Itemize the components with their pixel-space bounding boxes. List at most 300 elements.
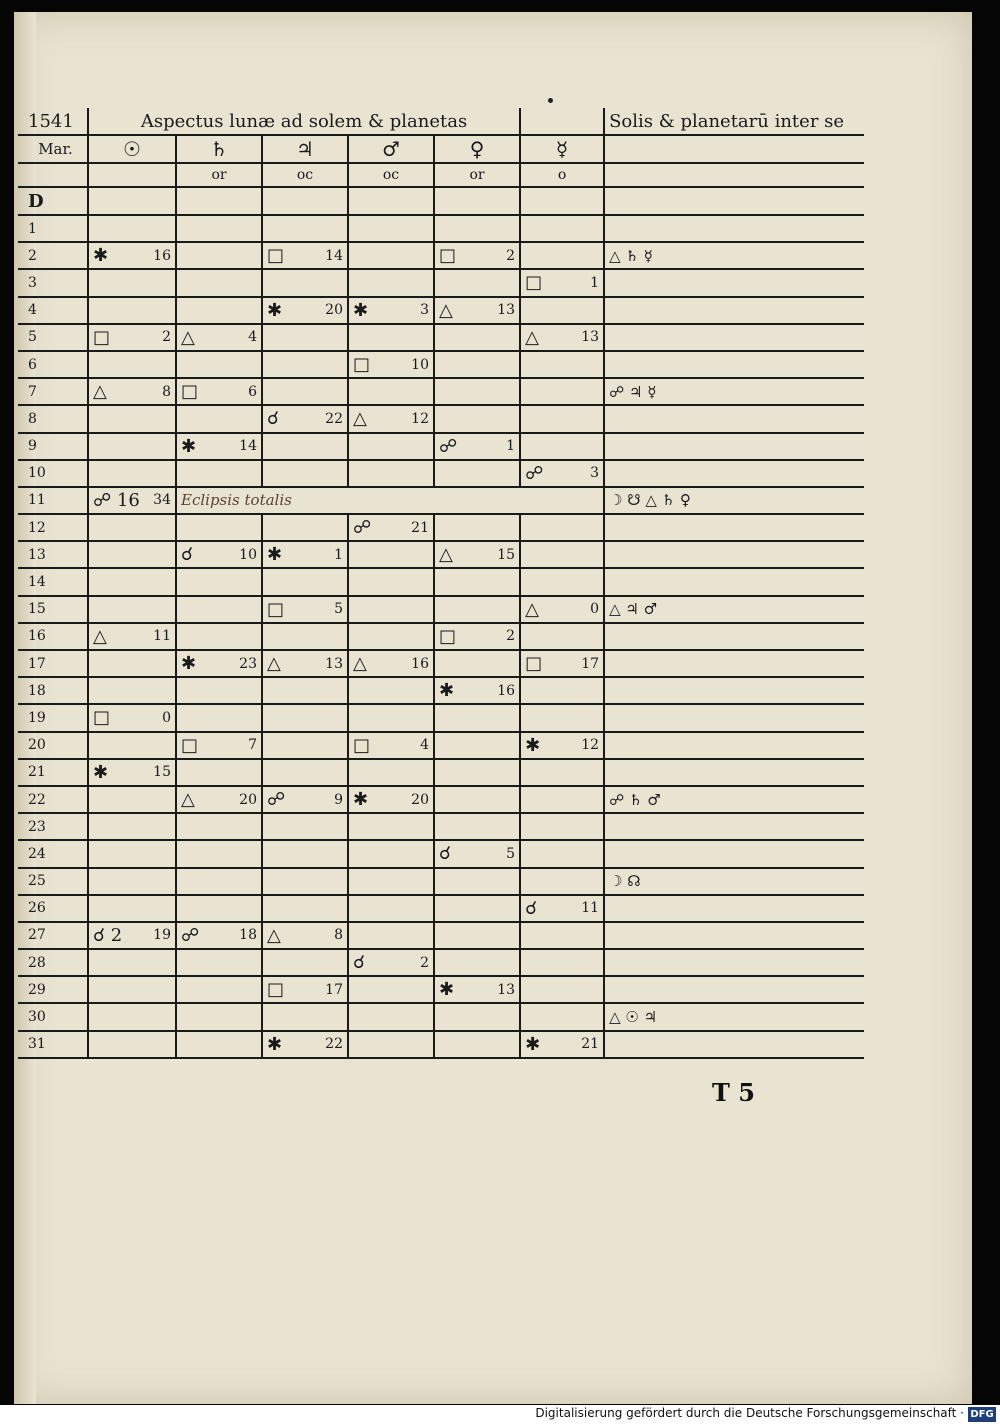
aspect-value: 7: [248, 737, 257, 754]
aspect-cell: [262, 405, 348, 432]
aspect-cell: [348, 922, 434, 949]
day-number: 11: [18, 487, 88, 514]
day-number: 15: [18, 596, 88, 623]
planet-aspect: [604, 813, 864, 840]
aspect-value: 5: [334, 601, 343, 618]
aspect-cell: [176, 732, 262, 759]
planet-aspect: [604, 650, 864, 677]
aspect-cell: [520, 786, 604, 813]
aspect-cell: [348, 269, 434, 296]
planet-aspect: [604, 922, 864, 949]
day-number: 9: [18, 433, 88, 460]
aspect-cell: [520, 650, 604, 677]
planet-aspect: [604, 460, 864, 487]
aspect-cell: [88, 405, 176, 432]
table-row: [18, 297, 864, 324]
aspect-cell: [176, 269, 262, 296]
day-number: 17: [18, 650, 88, 677]
aspect-cell: [262, 650, 348, 677]
aspect-value: 13: [497, 981, 516, 998]
aspect-cell: [88, 324, 176, 351]
moon-symbol: D: [18, 187, 88, 215]
dfg-credit: Digitalisierung gefördert durch die Deutsche Forschungsgemeinschaft ·: [535, 1406, 964, 1420]
planet-aspect: [604, 324, 864, 351]
aspect-cell: [520, 1003, 604, 1030]
direction-jupiter: oc: [262, 163, 348, 187]
planet-aspect: [604, 976, 864, 1003]
table-row: [18, 813, 864, 840]
table-row: [18, 242, 864, 269]
aspect-cell: [520, 269, 604, 296]
jupiter-symbol: ♃: [262, 135, 348, 163]
aspect-cell: [176, 786, 262, 813]
aspect-value: 4: [248, 329, 257, 346]
aspect-cell: [176, 677, 262, 704]
aspect-cell: [434, 568, 520, 595]
aspect-cell: [434, 786, 520, 813]
planet-aspect: [604, 759, 864, 786]
day-number: 20: [18, 732, 88, 759]
aspect-cell: [348, 514, 434, 541]
table-row: [18, 324, 864, 351]
aspect-symbol: △: [353, 653, 367, 675]
aspect-value: 12: [411, 410, 429, 427]
aspect-symbol: ✱: [181, 653, 197, 675]
aspect-value: 20: [411, 791, 429, 808]
table-row: [18, 351, 864, 378]
table-row: [18, 433, 864, 460]
aspect-symbol: ✱: [93, 245, 109, 267]
day-number: 31: [18, 1031, 88, 1058]
aspect-value: 20: [325, 302, 343, 319]
aspect-symbol: ✱: [93, 761, 109, 783]
aspect-symbol: ☍: [525, 462, 544, 484]
aspect-cell: [520, 704, 604, 731]
day-number: 6: [18, 351, 88, 378]
table-row: [18, 378, 864, 405]
planet-aspect: ☽ ☊: [604, 868, 864, 895]
aspect-cell: [262, 704, 348, 731]
aspect-cell: [348, 242, 434, 269]
aspect-cell: [176, 949, 262, 976]
aspect-symbol: △: [439, 544, 453, 566]
sun-symbol: ☉: [88, 135, 176, 163]
aspect-value: 6: [248, 383, 257, 400]
table-row: [18, 405, 864, 432]
direction-mars: oc: [348, 163, 434, 187]
aspect-symbol: □: [93, 707, 111, 729]
aspect-symbol: □: [439, 625, 457, 647]
direction-saturn: or: [176, 163, 262, 187]
aspect-cell: [176, 460, 262, 487]
aspect-cell: [176, 405, 262, 432]
table-row: [18, 976, 864, 1003]
aspect-cell: [176, 297, 262, 324]
aspect-cell: [520, 813, 604, 840]
table-row: [18, 487, 864, 514]
aspect-cell: [520, 596, 604, 623]
day-number: 10: [18, 460, 88, 487]
aspect-cell: [176, 568, 262, 595]
aspect-symbol: △: [181, 326, 195, 348]
aspect-cell: [262, 242, 348, 269]
day-number: 26: [18, 895, 88, 922]
aspect-value: 22: [325, 1036, 343, 1053]
aspect-cell: [348, 868, 434, 895]
eclipse-note: Eclipsis totalis: [176, 487, 604, 514]
planet-aspect: [604, 895, 864, 922]
aspect-cell: [520, 351, 604, 378]
aspect-cell: [176, 596, 262, 623]
aspect-cell: [88, 677, 176, 704]
aspect-cell: [176, 976, 262, 1003]
dfg-logo: DFG: [968, 1407, 996, 1422]
table-row: [18, 541, 864, 568]
aspect-cell: [88, 541, 176, 568]
table-row: [18, 514, 864, 541]
aspect-cell: [348, 541, 434, 568]
aspect-cell: [434, 895, 520, 922]
day-number: 3: [18, 269, 88, 296]
aspect-cell: [176, 514, 262, 541]
aspect-cell: [434, 840, 520, 867]
planet-aspect: [604, 541, 864, 568]
aspect-value: 2: [506, 628, 516, 645]
aspect-cell: [434, 949, 520, 976]
aspect-cell: [348, 215, 434, 242]
aspect-cell: [88, 650, 176, 677]
aspect-cell: [434, 732, 520, 759]
aspect-value: 2: [506, 247, 516, 264]
aspect-cell: [434, 297, 520, 324]
table-row: [18, 1003, 864, 1030]
planet-aspect: [604, 568, 864, 595]
aspect-cell: [88, 460, 176, 487]
aspect-value: 1: [334, 546, 343, 563]
aspect-value: 23: [239, 655, 257, 672]
aspect-cell: [262, 460, 348, 487]
aspect-cell: [348, 650, 434, 677]
day-number: 25: [18, 868, 88, 895]
aspect-cell: [262, 949, 348, 976]
aspect-cell: [348, 568, 434, 595]
aspect-cell: [88, 242, 176, 269]
direction-venus: or: [434, 163, 520, 187]
aspect-value: 11: [153, 628, 171, 645]
aspect-value: 2: [162, 329, 171, 346]
aspect-cell: [520, 297, 604, 324]
aspect-symbol: □: [93, 326, 111, 348]
aspect-cell: [348, 351, 434, 378]
aspect-symbol: ✱: [439, 979, 455, 1001]
saturn-symbol: ♄: [176, 135, 262, 163]
aspect-value: 12: [581, 737, 600, 754]
aspect-value: 14: [239, 438, 257, 455]
aspect-cell: [176, 623, 262, 650]
aspect-cell: [262, 215, 348, 242]
aspect-value: 16: [153, 247, 171, 264]
aspect-value: 17: [581, 655, 600, 672]
aspect-cell: [434, 351, 520, 378]
aspect-cell: [262, 351, 348, 378]
aspect-cell: [348, 786, 434, 813]
aspect-symbol: △: [267, 653, 281, 675]
table-row: [18, 650, 864, 677]
day-number: 5: [18, 324, 88, 351]
aspect-symbol: □: [267, 979, 285, 1001]
aspect-symbol: ☌: [353, 952, 366, 974]
aspect-cell: [434, 1003, 520, 1030]
aspect-value: 0: [590, 601, 600, 618]
aspect-table: [18, 108, 864, 1059]
aspect-cell: [434, 1031, 520, 1058]
aspect-cell: [88, 895, 176, 922]
direction-row: [18, 163, 864, 187]
aspect-cell: [262, 324, 348, 351]
planet-aspect: △ ♃ ♂: [604, 596, 864, 623]
day-number: 18: [18, 677, 88, 704]
aspect-cell: [348, 596, 434, 623]
aspect-symbol: △: [353, 408, 367, 430]
table-row: [18, 704, 864, 731]
day-number: 16: [18, 623, 88, 650]
day-number: 22: [18, 786, 88, 813]
table-row: [18, 215, 864, 242]
planet-aspect: [604, 351, 864, 378]
table-row: [18, 1031, 864, 1058]
aspect-symbol: △: [525, 598, 539, 620]
aspect-symbol: ☍ 16: [93, 489, 140, 511]
planet-aspect: [604, 215, 864, 242]
day-number: 14: [18, 568, 88, 595]
planet-aspect: [604, 704, 864, 731]
planet-aspect: [604, 677, 864, 704]
aspect-value: 17: [325, 981, 343, 998]
day-number: 7: [18, 378, 88, 405]
aspect-cell: [520, 324, 604, 351]
aspect-cell: [88, 433, 176, 460]
aspect-symbol: □: [181, 381, 199, 403]
aspect-symbol: △: [439, 299, 453, 321]
aspect-cell: [348, 732, 434, 759]
aspect-cell: [88, 813, 176, 840]
aspect-cell: [520, 677, 604, 704]
table-row: [18, 922, 864, 949]
aspect-symbol: ✱: [267, 1033, 283, 1055]
planet-aspect: [604, 840, 864, 867]
aspect-value: 1: [590, 274, 600, 291]
day-number: 21: [18, 759, 88, 786]
aspect-cell: [262, 922, 348, 949]
aspect-cell: [434, 324, 520, 351]
aspect-cell: [348, 1003, 434, 1030]
planet-aspect: [604, 623, 864, 650]
aspect-symbol: ✱: [353, 299, 369, 321]
aspect-cell: [520, 568, 604, 595]
aspect-symbol: △: [181, 789, 195, 811]
aspect-value: 21: [581, 1036, 600, 1053]
aspect-cell: [176, 650, 262, 677]
aspect-symbol: □: [439, 245, 457, 267]
aspect-value: 9: [334, 791, 343, 808]
aspect-cell: [520, 949, 604, 976]
aspect-cell: [520, 623, 604, 650]
aspect-value: 8: [334, 927, 343, 944]
aspect-symbol: ☍: [353, 517, 372, 539]
aspect-cell: [176, 351, 262, 378]
mars-symbol: ♂: [348, 135, 434, 163]
aspect-cell: [520, 242, 604, 269]
table-row: [18, 596, 864, 623]
aspect-cell: [88, 514, 176, 541]
aspect-cell: [520, 433, 604, 460]
aspect-cell: [520, 1031, 604, 1058]
aspect-cell: [434, 514, 520, 541]
aspect-value: 1: [506, 438, 516, 455]
planet-aspect: [604, 433, 864, 460]
aspect-cell: [348, 405, 434, 432]
aspect-symbol: ✱: [439, 680, 455, 702]
aspect-symbol: ✱: [525, 734, 541, 756]
aspect-cell: [88, 949, 176, 976]
table-row: [18, 759, 864, 786]
planet-aspect: △ ☉ ♃: [604, 1003, 864, 1030]
aspect-cell: [88, 840, 176, 867]
aspect-cell: [262, 433, 348, 460]
aspect-cell: [176, 1003, 262, 1030]
aspect-cell: [88, 378, 176, 405]
aspect-cell: [262, 895, 348, 922]
aspect-cell: [262, 1031, 348, 1058]
aspect-cell: [434, 378, 520, 405]
aspect-value: 11: [581, 900, 600, 917]
aspect-cell: [520, 840, 604, 867]
aspect-value: 13: [325, 655, 343, 672]
table-row: [18, 895, 864, 922]
aspect-cell: [348, 378, 434, 405]
planet-aspect: [604, 514, 864, 541]
aspect-cell: [88, 1031, 176, 1058]
aspect-cell: [262, 514, 348, 541]
aspect-cell: [262, 269, 348, 296]
aspect-cell: [88, 215, 176, 242]
aspect-cell: [88, 487, 176, 514]
aspect-cell: [348, 433, 434, 460]
table-row: [18, 840, 864, 867]
aspect-cell: [88, 568, 176, 595]
aspect-cell: [520, 895, 604, 922]
mercury-symbol: ☿: [520, 135, 604, 163]
aspect-cell: [88, 1003, 176, 1030]
aspect-cell: [434, 976, 520, 1003]
aspect-value: 4: [420, 737, 429, 754]
aspect-cell: [176, 868, 262, 895]
aspect-cell: [262, 677, 348, 704]
aspect-value: 16: [497, 682, 516, 699]
aspect-cell: [88, 297, 176, 324]
aspect-cell: [434, 650, 520, 677]
planet-aspect: [604, 297, 864, 324]
aspect-cell: [434, 813, 520, 840]
aspect-cell: [348, 1031, 434, 1058]
aspect-symbol: □: [525, 653, 543, 675]
aspect-symbol: ☌: [439, 843, 452, 865]
aspect-value: 15: [153, 764, 171, 781]
aspect-cell: [262, 868, 348, 895]
aspect-cell: [434, 868, 520, 895]
aspect-value: 19: [153, 927, 171, 944]
planet-aspect: ☍ ♃ ☿: [604, 378, 864, 405]
aspect-cell: [262, 786, 348, 813]
aspect-symbol: □: [267, 245, 285, 267]
planet-aspect: [604, 1031, 864, 1058]
aspect-cell: [348, 297, 434, 324]
signature-mark: T 5: [712, 1078, 755, 1107]
day-number: 24: [18, 840, 88, 867]
aspect-cell: [520, 976, 604, 1003]
aspect-cell: [262, 596, 348, 623]
aspect-cell: [434, 541, 520, 568]
aspect-cell: [520, 732, 604, 759]
aspect-symbol: □: [353, 354, 371, 376]
aspect-cell: [434, 677, 520, 704]
aspect-cell: [520, 405, 604, 432]
aspect-cell: [262, 976, 348, 1003]
day-number: 28: [18, 949, 88, 976]
aspect-cell: [176, 895, 262, 922]
aspect-cell: [176, 215, 262, 242]
aspect-cell: [348, 813, 434, 840]
aspect-cell: [262, 1003, 348, 1030]
aspect-value: 8: [162, 383, 171, 400]
moon-row: [18, 187, 864, 215]
venus-symbol: ♀: [434, 135, 520, 163]
day-number: 23: [18, 813, 88, 840]
aspect-cell: [176, 541, 262, 568]
table-row: [18, 623, 864, 650]
month-label: Mar.: [18, 135, 88, 163]
aspect-cell: [176, 840, 262, 867]
aspect-cell: [520, 215, 604, 242]
day-number: 29: [18, 976, 88, 1003]
table-row: [18, 677, 864, 704]
planet-aspect: ☽ ☋ △ ♄ ♀: [604, 487, 864, 514]
aspect-value: 16: [411, 655, 429, 672]
aspect-value: 34: [153, 492, 171, 509]
aspect-cell: [348, 704, 434, 731]
aspect-cell: [434, 596, 520, 623]
aspect-value: 0: [162, 709, 171, 726]
aspect-cell: [88, 922, 176, 949]
aspect-cell: [520, 922, 604, 949]
day-number: 13: [18, 541, 88, 568]
aspect-cell: [176, 378, 262, 405]
aspect-symbol: ☍: [267, 789, 286, 811]
aspect-symbol: □: [353, 734, 371, 756]
aspect-cell: [176, 813, 262, 840]
aspect-cell: [176, 1031, 262, 1058]
aspect-symbol: △: [93, 381, 107, 403]
aspect-value: 13: [497, 302, 516, 319]
aspect-cell: [348, 677, 434, 704]
table-row: [18, 460, 864, 487]
aspect-value: 2: [420, 954, 429, 971]
table-row: [18, 568, 864, 595]
aspect-cell: [88, 732, 176, 759]
aspect-cell: [176, 324, 262, 351]
day-number: 30: [18, 1003, 88, 1030]
planet-header-row: [18, 135, 864, 163]
